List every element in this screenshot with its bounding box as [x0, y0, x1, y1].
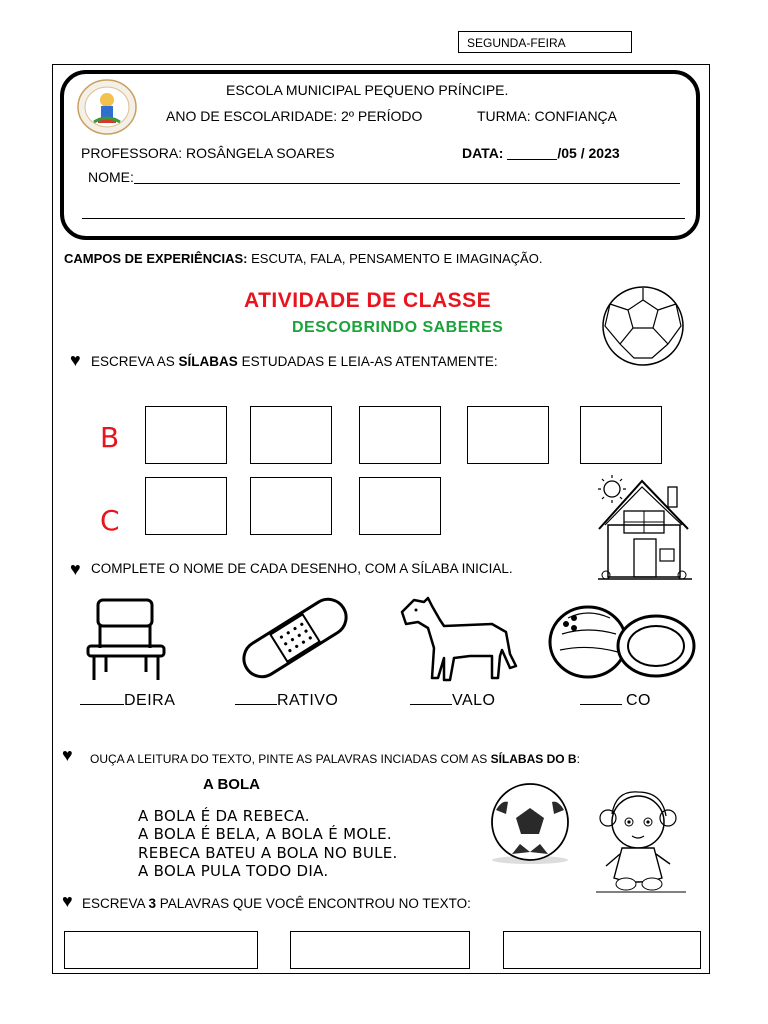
task3-instruction: [90, 752, 580, 766]
ball-icon: [484, 780, 576, 866]
syllable-box-b2[interactable]: [250, 406, 332, 464]
syllable-box-b1[interactable]: [145, 406, 227, 464]
syllable-box-b4[interactable]: [467, 406, 549, 464]
horse-icon: [394, 594, 522, 686]
blank-line[interactable]: [235, 704, 277, 705]
teacher-text: PROFESSORA: ROSÂNGELA SOARES: [81, 145, 335, 161]
bandage-icon: [234, 592, 356, 684]
syllable-box-b5[interactable]: [580, 406, 662, 464]
task4-instruction: [82, 896, 471, 911]
soccer-ball-icon: [600, 284, 686, 368]
date-field[interactable]: [462, 145, 620, 161]
syllable-box-c2[interactable]: [250, 477, 332, 535]
word-1: DEIRA: [124, 692, 176, 709]
experience-fields: [64, 251, 542, 266]
date-label: DATA:: [462, 145, 504, 161]
experience-text: ESCUTA, FALA, PENSAMENTO E IMAGINAÇÃO.: [247, 251, 543, 266]
experience-label: CAMPOS DE EXPERIÊNCIAS:: [64, 251, 248, 266]
answer-box-2[interactable]: [290, 931, 470, 969]
poem-line-1[interactable]: A BOLA É DA REBECA.: [138, 807, 310, 825]
task1-bold: SÍLABAS: [178, 354, 238, 369]
task1-instruction: [91, 354, 498, 369]
word-2: RATIVO: [277, 692, 339, 709]
heart-icon: ♥: [62, 745, 73, 765]
class-text: TURMA: CONFIANÇA: [477, 108, 617, 124]
letter-b: B: [100, 421, 120, 454]
word-blank-3[interactable]: [410, 692, 496, 710]
poem-line-4[interactable]: A BOLA PULA TODO DIA.: [138, 862, 329, 880]
answer-box-1[interactable]: [64, 931, 258, 969]
heart-icon: ♥: [62, 891, 73, 911]
word-4: CO: [626, 692, 651, 709]
task4-post: PALAVRAS QUE VOCÊ ENCONTROU NO TEXTO:: [156, 896, 471, 911]
task3-pre: OUÇA A LEITURA DO TEXTO, PINTE AS PALAVRAS INCIADAS COM AS: [90, 752, 491, 766]
word-3: VALO: [452, 692, 496, 709]
school-name: ESCOLA MUNICIPAL PEQUENO PRÍNCIPE.: [226, 82, 509, 98]
name-label: NOME:: [88, 169, 134, 185]
blank-line[interactable]: [410, 704, 452, 705]
name-line[interactable]: [134, 183, 680, 184]
answer-box-3[interactable]: [503, 931, 701, 969]
activity-subtitle: DESCOBRINDO SABERES: [292, 319, 504, 336]
grade-text: ANO DE ESCOLARIDADE: 2º PERÍODO: [166, 108, 423, 124]
poem-title: A BOLA: [203, 776, 260, 793]
blank-line[interactable]: [80, 704, 124, 705]
poem-line-3[interactable]: REBECA BATEU A BOLA NO BULE.: [138, 844, 398, 862]
word-blank-4[interactable]: [580, 692, 651, 710]
syllable-box-b3[interactable]: [359, 406, 441, 464]
girl-icon: [596, 784, 686, 898]
activity-title: ATIVIDADE DE CLASSE: [244, 289, 492, 312]
name-line-2[interactable]: [82, 218, 685, 219]
task1-pre: ESCREVA AS: [91, 354, 179, 369]
task4-bold: 3: [148, 896, 157, 911]
task2-instruction: COMPLETE O NOME DE CADA DESENHO, COM A SÍLABA INICIAL.: [91, 561, 513, 576]
date-day-blank[interactable]: [507, 159, 557, 160]
house-icon: [594, 473, 696, 585]
poem-line-2[interactable]: A BOLA É BELA, A BOLA É MOLE.: [138, 825, 392, 843]
date-value: /05 / 2023: [557, 145, 620, 161]
word-blank-2[interactable]: [235, 692, 338, 710]
task1-post: ESTUDADAS E LEIA-AS ATENTAMENTE:: [237, 354, 498, 369]
school-logo-icon: [76, 78, 138, 136]
weekday-label: SEGUNDA-FEIRA: [467, 36, 566, 50]
syllable-box-c3[interactable]: [359, 477, 441, 535]
letter-c: C: [100, 504, 120, 537]
task4-pre: ESCREVA: [82, 896, 149, 911]
blank-line[interactable]: [580, 704, 622, 705]
chair-icon: [84, 596, 168, 684]
coconut-icon: [548, 604, 698, 680]
task3-bold: SÍLABAS DO B: [490, 752, 577, 766]
task3-post: :: [576, 752, 580, 766]
syllable-box-c1[interactable]: [145, 477, 227, 535]
word-blank-1[interactable]: [80, 692, 175, 710]
heart-icon: ♥: [70, 350, 81, 370]
heart-icon: ♥: [70, 559, 81, 579]
weekday-box: [458, 31, 632, 53]
